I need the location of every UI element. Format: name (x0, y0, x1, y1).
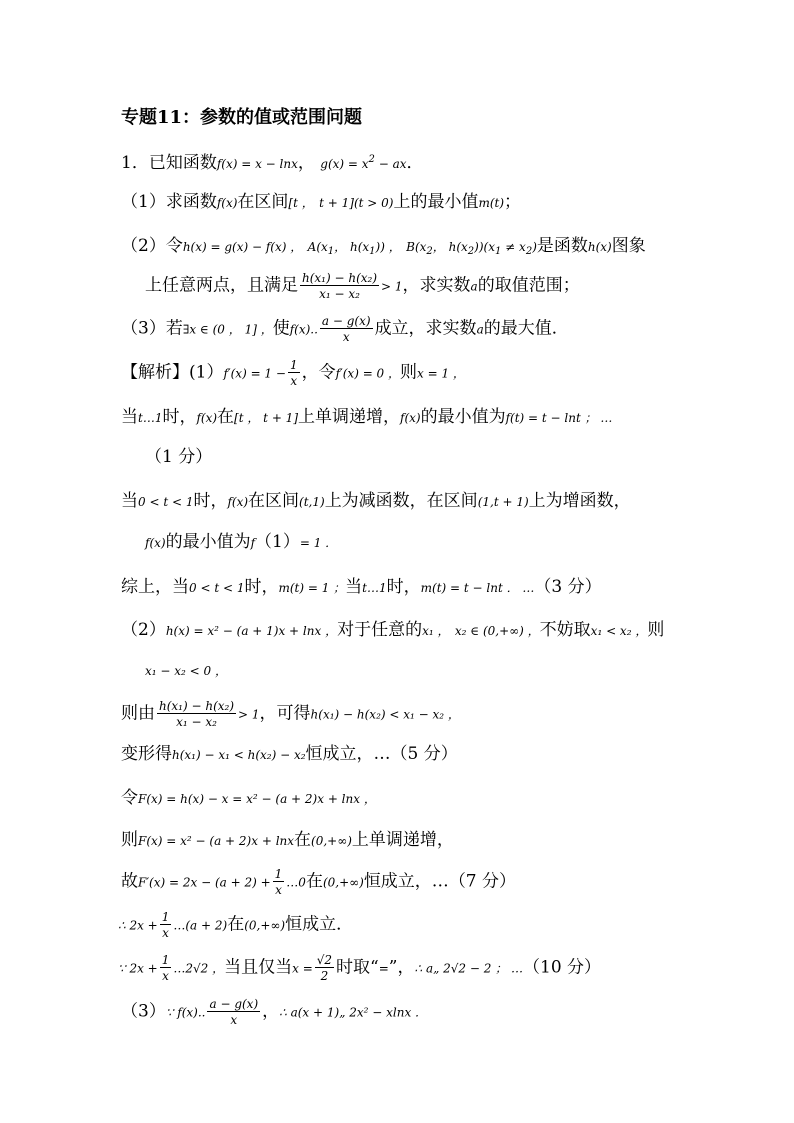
text: 上为减函数，在区间 (324, 491, 478, 511)
part2-text: 的取值范围； (477, 275, 580, 296)
min-value: f(t) = t − lnt ； … (505, 411, 613, 425)
derivative-zero: f′(x) = 0 ， (335, 366, 401, 381)
condition: 0 < t < 1 (189, 581, 245, 595)
text: 在 (227, 914, 245, 935)
score-text: （3 分） (534, 577, 602, 597)
text: 时， (386, 577, 421, 597)
part1-text: （1）求函数 (121, 192, 217, 212)
m-value: m(t) = t − lnt ． … (420, 581, 535, 595)
text: 对于任意的 (337, 620, 423, 640)
solution-step-5-cont (0, 658, 794, 683)
text: 在 (294, 830, 312, 850)
inequality: x₁ − x₂ < 0 ， (145, 664, 227, 678)
equals-1: = 1 ． (299, 536, 338, 550)
part1-text: 在区间 (237, 192, 289, 212)
text: 恒成立，… (305, 744, 391, 764)
text: 时取“ (336, 957, 379, 978)
part3-text: （3）若 (121, 318, 183, 339)
because: ∵ 2x + (118, 961, 158, 976)
text: 上为增函数， (528, 491, 631, 511)
score-text: （5 分） (390, 744, 458, 764)
part2-text: 是函数 (536, 236, 588, 256)
text: 当 (121, 491, 138, 511)
text: 在 (217, 407, 235, 427)
m-value: m(t) = 1 ； (278, 581, 346, 595)
text: ，令 (301, 362, 336, 383)
fraction: $\frac{a - g(x)}{x}$ (209, 997, 259, 1027)
text: ”， (388, 957, 415, 978)
part2-text: （2）令 (121, 236, 183, 256)
score-text: （7 分） (448, 871, 517, 892)
intro-prefix: 1．已知函数 (121, 153, 217, 173)
text: 当且仅当 (224, 957, 293, 978)
x-eq: x = (292, 961, 313, 976)
gt: > 1 (238, 707, 260, 722)
part3-text: 的最大值． (483, 318, 569, 339)
derivative: f′(x) = 1 − (223, 366, 286, 381)
solution-label: 【解析】(1） (121, 362, 224, 383)
text: 则由 (121, 703, 155, 724)
fraction: $\frac{√2}{2}$ (316, 953, 333, 983)
condition: 0 < t < 1 (138, 495, 194, 509)
interval: (0,+∞) (322, 875, 364, 890)
problem-part-2-cont (0, 272, 794, 300)
point-a: $A(x_1$， $h(x_1)$) ， (307, 240, 401, 257)
x2-domain: x₂ ∈ (0,+∞) ， (454, 624, 540, 638)
result: ∴ a(x + 1)„ 2x² − xlnx ． (279, 1005, 428, 1020)
Fx: F(x) = x² − (a + 2)x + lnx (138, 834, 295, 848)
score-text: （1 分） (145, 447, 213, 467)
solution-step-4 (0, 575, 794, 600)
x1: x₁ ， (422, 624, 450, 638)
fraction: $\frac{1}{x}$ (274, 867, 283, 897)
interval: (0,+∞) (244, 918, 286, 933)
eq: = (378, 961, 389, 976)
text: 变形得 (121, 744, 172, 764)
text: 令 (121, 788, 138, 808)
ge: …(a + 2) (173, 918, 228, 933)
Fx-def: F(x) = h(x) − x = x² − (a + 2)x + lnx ， (138, 792, 376, 806)
part3-text: 成立，求实数 (374, 318, 477, 339)
fraction: $\frac{1}{x}$ (161, 953, 170, 983)
text: 的最小值为 (165, 532, 251, 552)
fraction: $\frac{\text{h(x₁) − h(x₂)}}{\text{x₁ − x₂}}$ (159, 699, 235, 729)
text: ，可得 (259, 703, 311, 724)
fx: f(x) (196, 411, 218, 425)
problem-part-1 (0, 190, 794, 215)
score-text: （10 分） (523, 957, 602, 978)
title-text: 专题11：参数的值或范围问题 (121, 107, 363, 128)
condition: t…1 (362, 581, 387, 595)
interval: (0,+∞) (311, 834, 352, 848)
solution-step-8 (0, 786, 794, 811)
text: 当 (121, 407, 138, 427)
ge: …2√2 ， (173, 961, 225, 976)
solution-step-13 (0, 998, 794, 1026)
solution-step-3 (0, 489, 794, 514)
text: 则 (121, 830, 138, 850)
fraction: $\frac{1}{x}$ (289, 358, 298, 388)
solution-step-1 (0, 359, 794, 387)
problem-part-2 (0, 234, 794, 264)
part2-text: 上任意两点，且满足 (145, 275, 298, 296)
x-equals-1: x = 1 ， (417, 366, 465, 381)
solution-step-9 (0, 828, 794, 853)
fx: f(x) (227, 495, 249, 509)
therefore: ∴ 2x + (118, 918, 158, 933)
part2-a: a (470, 279, 478, 294)
text: 时， (162, 407, 197, 427)
text: （1） (255, 532, 300, 552)
score-1 (0, 445, 794, 469)
solution-step-10 (0, 868, 794, 896)
solution-step-11 (0, 911, 794, 939)
text: 上单调递增， (351, 830, 454, 850)
text: （3） (121, 1001, 166, 1022)
part2-hx: h(x) (587, 240, 612, 254)
solution-step-2 (0, 405, 794, 430)
part2-gt: > 1 (381, 279, 403, 294)
fx: f(x) (400, 411, 421, 425)
condition: t…1 (138, 411, 163, 425)
because: ∵ f(x).. (165, 1005, 206, 1020)
part3-exists: ∃x ∈ (0 ， 1] ， (182, 322, 273, 337)
part2-hx-def: h(x) = g(x) − f(x) ， (182, 240, 303, 254)
inequality: x₁ < x₂ ， (590, 624, 648, 638)
page-title (0, 106, 794, 130)
comma: ， (297, 153, 315, 173)
solution-step-5 (0, 618, 794, 643)
interval: (1,t + 1) (477, 495, 529, 509)
period: ． (406, 153, 424, 173)
f: f (250, 536, 256, 550)
text: 上单调递增， (298, 407, 401, 427)
interval: [t ， t + 1] (234, 411, 299, 425)
text: 在区间 (248, 491, 300, 511)
inequality: h(x₁) − h(x₂) < x₁ − x₂ ， (310, 707, 460, 722)
solution-step-6 (0, 700, 794, 728)
text: 故 (121, 871, 138, 892)
fraction: $\frac{1}{x}$ (161, 910, 170, 940)
result: ∴ a„ 2√2 − 2 ； … (414, 961, 523, 976)
part1-text: 上的最小值 (393, 192, 479, 212)
part2-text: ，求实数 (402, 275, 471, 296)
text: 的最小值为 (420, 407, 506, 427)
hx-def: h(x) = x² − (a + 1)x + lnx ， (165, 624, 338, 638)
solution-step-12 (0, 954, 794, 982)
text: 在 (305, 871, 323, 892)
Fpx: F′(x) = 2x − (a + 2) + (138, 875, 271, 890)
text: 则 (400, 362, 418, 383)
part3-a: a (476, 322, 484, 337)
solution-step-3-cont (0, 530, 794, 555)
text: 当 (345, 577, 363, 597)
solution-step-7 (0, 742, 794, 767)
ge-zero: …0 (286, 875, 306, 890)
text: 不妨取 (539, 620, 591, 640)
problem-part-3 (0, 315, 794, 343)
f-definition: f(x) = x − lnx (216, 157, 298, 171)
text: 时， (193, 491, 228, 511)
text: ， (262, 1001, 280, 1022)
part2-text: 图象 (611, 236, 646, 256)
part3-fraction: $\frac{a - g(x)}{x}$ (321, 314, 371, 344)
part1-fx: f(x) (216, 196, 238, 210)
interval: (t,1) (299, 495, 325, 509)
part1-interval: t + 1](t > 0) (319, 196, 394, 210)
text: 综上，当 (121, 577, 189, 597)
part3-fx: f(x).. (289, 322, 318, 337)
text: 恒成立，… (363, 871, 449, 892)
problem-intro (0, 148, 794, 176)
part2-fraction: $\frac{\text{h(x₁) − h(x₂)}}{\text{x₁ − x₂}}$ (302, 271, 378, 301)
text: （2） (121, 620, 166, 640)
text: 恒成立． (285, 914, 354, 935)
part1-text: ； (504, 192, 522, 212)
g-definition: $g(x) = x^2$ − ax (320, 154, 407, 171)
part3-text: 使 (272, 318, 290, 339)
point-b: $B(x_2$， $h(x_2))(x_1 \ne x_2)$ (406, 240, 537, 257)
text: 时， (244, 577, 279, 597)
inequality: h(x₁) − x₁ < h(x₂) − x₂ (172, 748, 306, 762)
part1-interval: [t ， (288, 196, 314, 210)
text: 则 (647, 620, 665, 640)
fx: f(x) (145, 536, 166, 550)
part1-mt: m(t) (478, 196, 505, 210)
